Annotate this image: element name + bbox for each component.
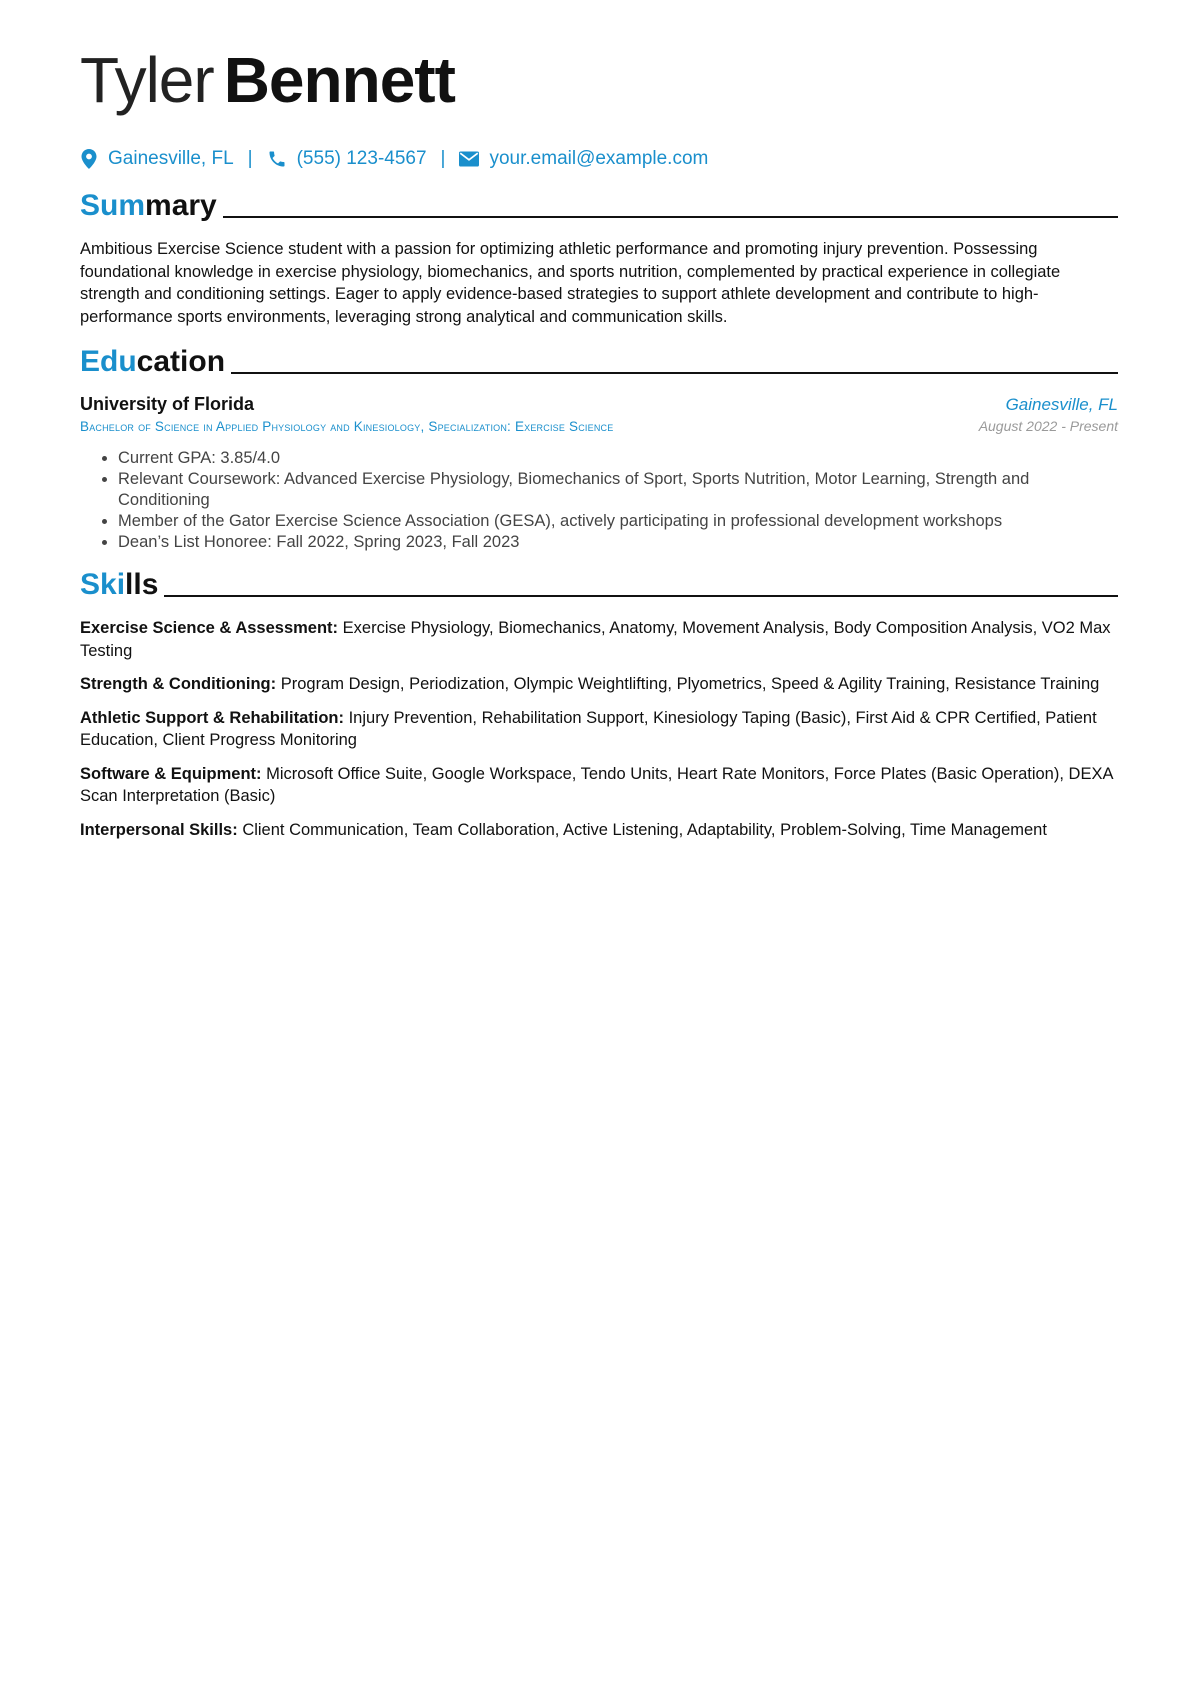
summary-text: Ambitious Exercise Science student with a passion for optimizing athletic performance and promoting injury prevention. Possessing foundational knowledge in exercise physiology, biomechanics, and sports nutrition, complemented by practical experience in collegiate strength and conditioning settings. Eager to apply evidence-based strategies to support athlete development and contribute to high-performance sports environments, leveraging strong analytical and communication skills.: [80, 240, 1061, 326]
list-item: • Dean’s List Honoree: Fall 2022, Spring 2023, Fall 2023: [118, 532, 1118, 553]
map-marker-icon: [80, 149, 98, 169]
school-name: University of Florida: [80, 394, 255, 414]
skills-heading: [80, 565, 1118, 603]
education-dates: August 2022 - Present: [978, 418, 1118, 434]
contact-email[interactable]: [459, 148, 708, 170]
section-rule: [231, 372, 1118, 374]
location-text: Gainesville, FL: [108, 148, 234, 169]
contact-location: [80, 148, 234, 170]
school-location: Gainesville, FL: [1005, 395, 1118, 414]
skill-value: Microsoft Office Suite, Google Workspace, Tendo Units, Heart Rate Monitors, Force Plates (Basic Operation), DEXA Scan Interpretation (Basic): [80, 764, 1113, 805]
degree: Bachelor of Science in Applied Physiology and Kinesiology, Specialization: Exercise Science: [80, 419, 614, 434]
education-heading: [80, 342, 1118, 380]
contact-phone[interactable]: [267, 148, 427, 170]
skill-row: [80, 673, 1118, 696]
skill-row: [80, 819, 1118, 842]
education-bullets: [80, 448, 1118, 553]
candidate-name: [80, 40, 1118, 120]
section-rule: [164, 595, 1118, 597]
section-title: Skills: [80, 568, 159, 601]
section-title: Summary: [80, 189, 217, 222]
contact-separator: |: [247, 148, 253, 169]
list-item: • Current GPA: 3.85/4.0: [118, 448, 1118, 469]
skills-list: [80, 617, 1118, 841]
skill-label: Interpersonal Skills:: [80, 820, 238, 839]
skill-value: Injury Prevention, Rehabilitation Support, Kinesiology Taping (Basic), First Aid & CPR Certified, Patient Education, Client Progress Monitoring: [80, 708, 1097, 749]
skill-row: [80, 707, 1118, 752]
skill-label: Strength & Conditioning:: [80, 675, 277, 693]
skill-label: Athletic Support & Rehabilitation:: [80, 708, 344, 727]
phone-text: (555) 123-4567: [296, 148, 427, 169]
skill-label: Exercise Science & Assessment:: [80, 619, 339, 637]
skill-row: [80, 763, 1118, 808]
list-item: • Member of the Gator Exercise Science Association (GESA), actively participating in professional development workshops: [118, 511, 1118, 532]
skill-label: Software & Equipment:: [80, 764, 262, 783]
email-text: your.email@example.com: [489, 148, 709, 169]
section-title: Education: [80, 345, 226, 378]
skill-value: Program Design, Periodization, Olympic Weightlifting, Plyometrics, Speed & Agility Training, Resistance Training: [280, 675, 1100, 693]
section-rule: [223, 216, 1118, 218]
phone-icon: [267, 149, 287, 169]
summary-heading: [80, 186, 1118, 224]
skill-row: [80, 617, 1118, 662]
education-entry-subheader: [80, 418, 1118, 434]
education-entry-header: [80, 394, 1118, 415]
resume-page: [80, 40, 1118, 841]
contact-line: [80, 146, 1118, 172]
last-name: Bennett: [223, 44, 455, 116]
envelope-icon: [459, 151, 479, 167]
contact-separator: |: [440, 148, 446, 169]
list-item: • Relevant Coursework: Advanced Exercise Physiology, Biomechanics of Sport, Sports Nutrition, Motor Learning, Strength and Conditioning: [118, 469, 1118, 511]
first-name: Tyler: [80, 44, 214, 116]
skill-value: Client Communication, Team Collaboration, Active Listening, Adaptability, Problem-Solving, Time Management: [242, 820, 1047, 839]
skill-value: Exercise Physiology, Biomechanics, Anatomy, Movement Analysis, Body Composition Analysis, VO2 Max Testing: [80, 619, 1111, 660]
